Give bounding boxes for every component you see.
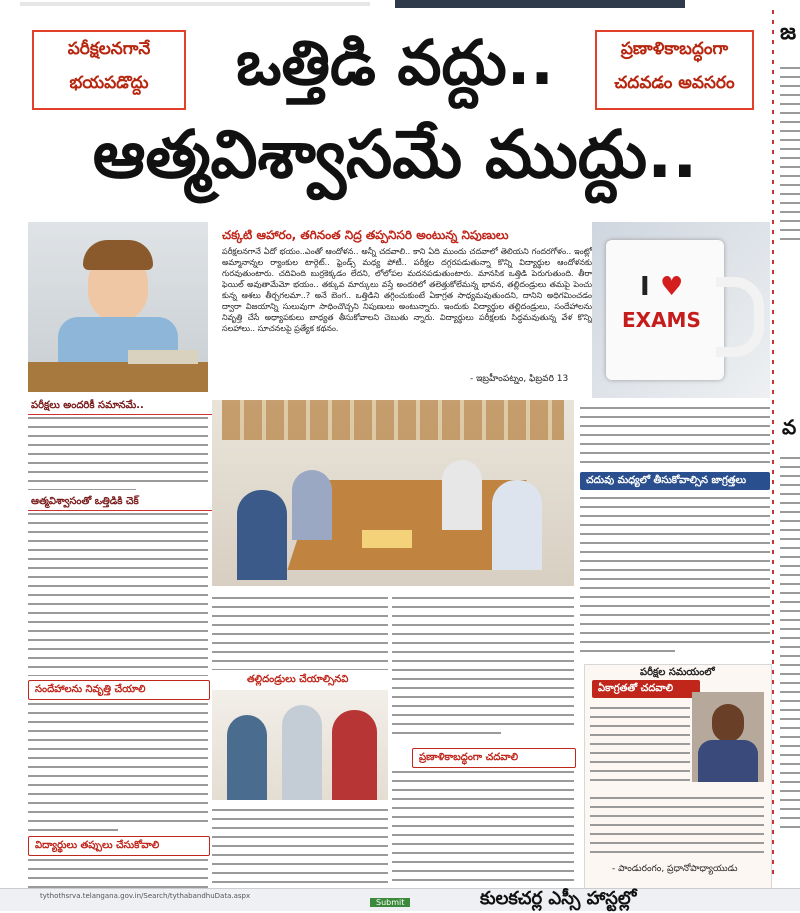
next-article-head2: వ	[782, 415, 797, 439]
bottom-headline: కులకచర్ల ఎస్సీ హాస్టల్లో	[480, 888, 637, 909]
text-block-6	[212, 802, 388, 888]
stressed-boy-photo	[28, 222, 208, 392]
column-divider	[772, 10, 774, 880]
section-parents: తల్లిదండ్రులు చేయాల్సినవి	[244, 672, 370, 688]
left-box-line2: భయపడొద్దు	[69, 73, 149, 93]
person-3	[332, 710, 377, 800]
text-block-2	[28, 506, 208, 676]
section-planned-study: ప్రణాళికాబద్ధంగా చదవాలి	[412, 748, 576, 768]
mug-letter: I	[640, 272, 650, 302]
right-highlight-box	[595, 30, 754, 110]
subhead: చక్కటి ఆహారం, తగినంత నిద్ర తప్పనిసరి అంటున్న నిపుణులు	[222, 228, 509, 242]
section-precautions: చదువు మధ్యలో తీసుకోవాల్సిన జాగ్రత్తలు	[580, 472, 770, 490]
expert-text-2	[590, 790, 764, 862]
top-rule	[20, 2, 370, 6]
person-1	[227, 715, 267, 800]
next-article-text	[780, 60, 800, 240]
expert-text-1	[590, 700, 690, 790]
expert-portrait	[692, 692, 764, 782]
next-article-text2	[780, 450, 800, 870]
book-stack	[128, 350, 198, 364]
text-block-7	[392, 590, 574, 750]
bookshelf	[222, 400, 564, 440]
heart-icon: ♥	[660, 272, 684, 302]
headline-line2: ఆత్మవిశ్వాసమే ముద్దు..	[92, 116, 698, 193]
classroom-photo	[212, 400, 574, 586]
expert-box-heading2: ఏకాగ్రతతో చదవాలి	[592, 680, 700, 698]
section-students: విద్యార్థులు తప్పులు చేసుకోవాలి	[28, 836, 210, 856]
headline-line1: ఒత్తిడి వద్దు..	[236, 26, 554, 99]
student-4	[492, 480, 542, 570]
intro-byline: - ఇబ్రహీంపట్నం, ఫిబ్రవరి 13	[470, 374, 569, 384]
text-block-8	[392, 764, 574, 888]
desk-books	[28, 362, 208, 392]
student-3	[442, 460, 482, 530]
expert-face	[712, 704, 744, 742]
text-block-3	[28, 696, 208, 836]
text-block-5	[212, 590, 388, 670]
next-article-head: జ	[780, 20, 797, 45]
expert-box-heading1: పరీక్షల సమయంలో	[640, 667, 715, 678]
mug-label: EXAMS	[622, 308, 701, 332]
section-exams-equal: పరీక్షలు అందరికీ సమానమే..	[28, 398, 214, 415]
exams-mug-photo	[592, 222, 770, 398]
mug-handle	[716, 277, 764, 357]
right-box-line2: చదవడం అవసరం	[614, 73, 735, 93]
bottom-submit-button[interactable]: Submit	[370, 898, 410, 907]
section-confidence: ఆత్మవిశ్వాసంతో ఒత్తిడికి చెక్	[28, 494, 214, 511]
text-block-1	[28, 410, 208, 490]
intro-paragraph: పరీక్షలనగానే ఏదో భయం..ఎంతో ఆందోళన.. అన్నీ చదవాలి.. కాని ఏది ముందు చదవాలో తెలియని గందరగోళం.. ఇంట్లో అమ్మానాన్నల ర్యాంకుల టార్గెట్.. ఫ్రెండ్స్ మధ్య పోటీ.. పరీక్షల దగ్గరపడుతున్నా కొన్ని విద్యార్థుల ఆందోళనకు గురవుతుంటారు. చదివింది బుర్రకెక్కడం లేదని, లోలోపల మదనపడుతుంటారు. మానసిక ఒత్తిడి పెరుగుతుంది. తీరా ఫెయిల్ అవుతామేమో భయం.. తక్కువ మార్కులు వస్తే అందరిలో తలెత్తుకోలేమన్న భావన, తల్లిదండ్రులు తమపై పెంచు కున్న ఆశలు తీర్చగలమా..? అనే బెంగ.. ఒత్తిడిని తగ్గించుకుంటే ఏకాగ్రత సాధ్యమవుతుందని, దానిని అధిగమించడం ద్వారా విజయాన్ని సులువుగా సాధించొచ్చని నిపుణులు అంటున్నారు. ఇందుకు విద్యార్థుల తల్లిదండ్రులు, సందేహాలను నివృత్తి చేసే అధ్యాపకులు బాధ్యత తీసుకోవాలని చెబుతు న్నారు. విద్యార్థులు పరీక్షలకు సిద్ధమవుతున్న వేళ కొన్ని సలహాలు.. సూచనలపై ప్రత్యేక కథనం.	[222, 247, 592, 333]
student-1	[237, 490, 287, 580]
left-box-line1: పరీక్షలనగానే	[67, 39, 151, 59]
text-block-4	[28, 852, 208, 892]
text-block-9	[580, 400, 770, 466]
family-photo	[212, 690, 388, 800]
person-2	[282, 705, 322, 800]
right-box-line1: ప్రణాళికాబద్ధంగా	[620, 39, 729, 59]
top-bar	[395, 0, 685, 8]
left-highlight-box	[32, 30, 186, 110]
bottom-url[interactable]: tythothsrva.telangana.gov.in/Search/tythabandhuData.aspx	[40, 892, 251, 900]
section-doubts: సందేహాలను నివృత్తి చేయాలి	[28, 680, 210, 700]
expert-shirt	[698, 740, 758, 782]
book-on-table	[362, 530, 412, 548]
boy-hair	[83, 240, 153, 270]
text-block-10	[580, 490, 770, 660]
expert-byline: - పాండురంగం, ప్రధానోపాధ్యాయుడు	[612, 864, 738, 874]
student-2	[292, 470, 332, 540]
